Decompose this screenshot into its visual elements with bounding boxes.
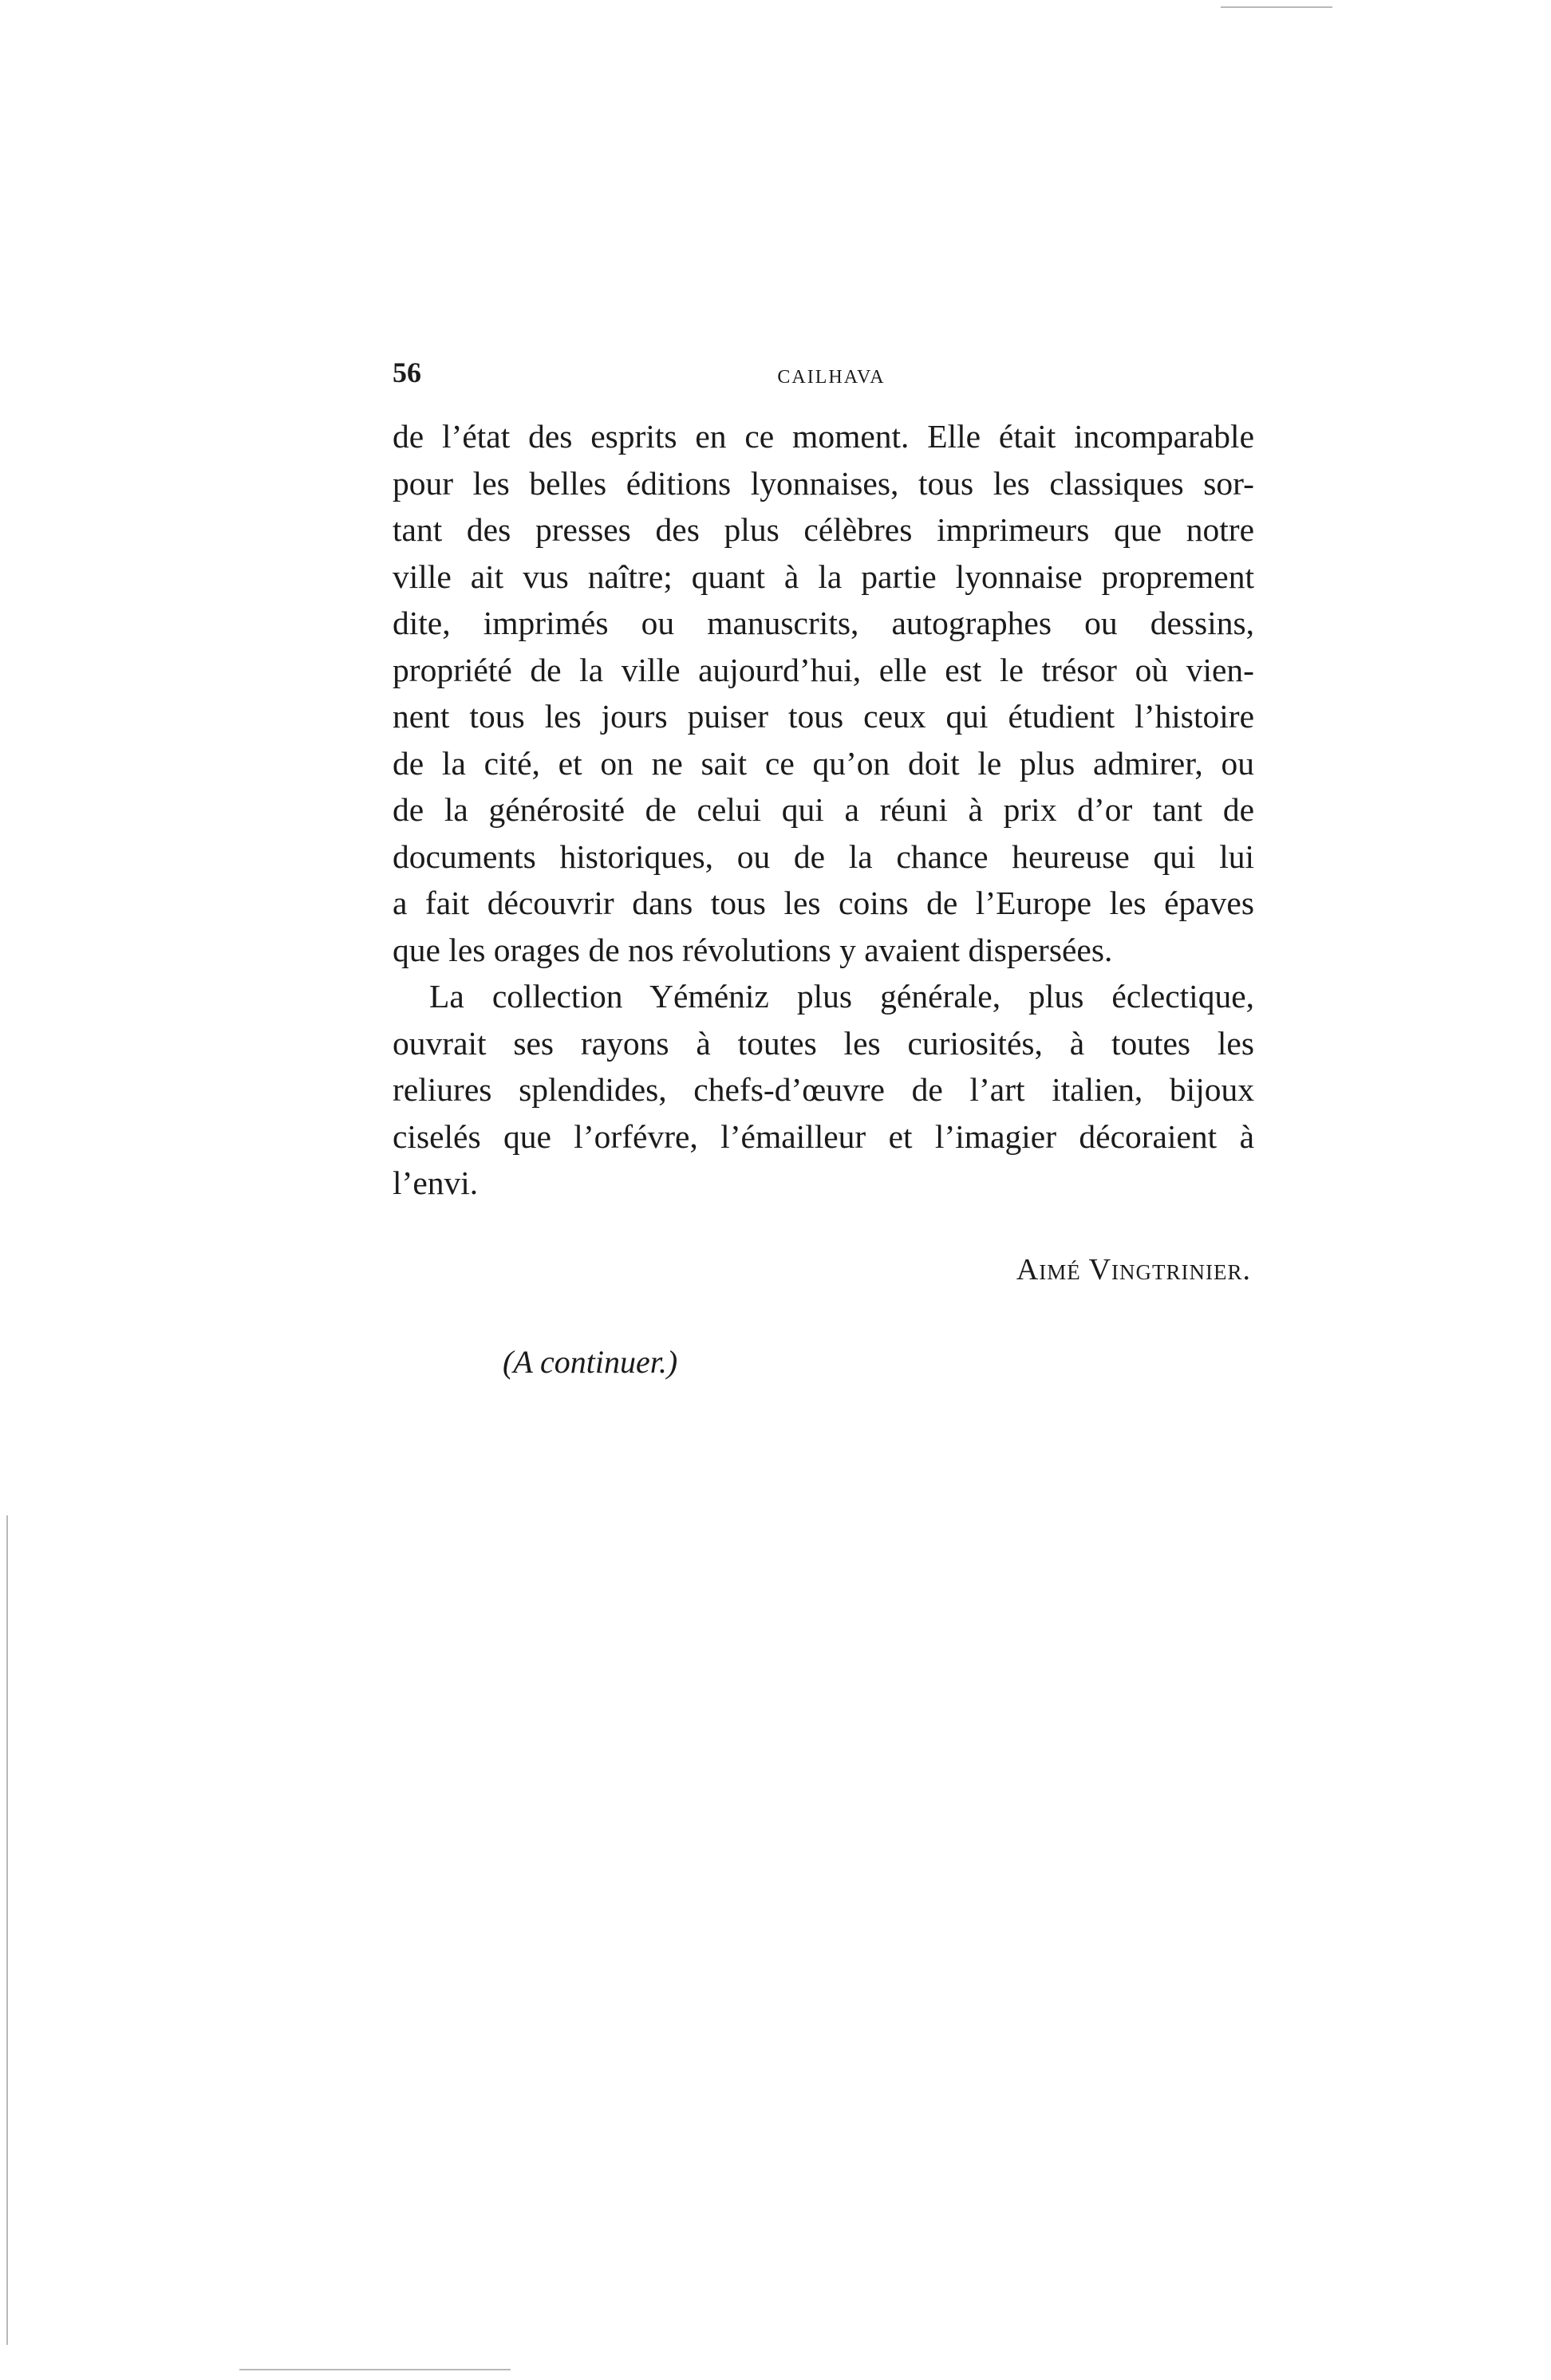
- author-signature: Aimé Vingtrinier.: [1016, 1253, 1251, 1287]
- text-line: documents historiques, ou de la chance heureuse qui lui: [393, 837, 1254, 875]
- text-line: pour les belles éditions lyonnaises, tous les classiques sor-: [393, 464, 1254, 502]
- running-title: CAILHAVA: [777, 367, 886, 388]
- text-line: dite, imprimés ou manuscrits, autographes ou dessins,: [393, 605, 1254, 641]
- text-line: reliures splendides, chefs-d’œuvre de l’art italien, bijoux: [393, 1071, 1254, 1108]
- text-line: ciselés que l’orfévre, l’émailleur et l’imagier décoraient à: [393, 1117, 1254, 1155]
- scan-edge-line-top: [1221, 6, 1332, 8]
- text-line: La collection Yéméniz plus générale, plus éclectique,: [429, 978, 1254, 1015]
- paragraph-1: [393, 413, 1254, 973]
- scan-edge-line-left: [6, 1515, 8, 2345]
- continuation-note: (A continuer.): [503, 1344, 678, 1380]
- body-text: [393, 413, 1254, 1207]
- text-line: de la cité, et on ne sait ce qu’on doit le plus admirer, ou: [393, 744, 1254, 782]
- text-line: que les orages de nos révolutions y avaient dispersées.: [393, 931, 1113, 968]
- running-head: [393, 356, 1270, 396]
- page-number: 56: [393, 357, 421, 388]
- scan-edge-line-bottom: [239, 2369, 511, 2370]
- text-line: de la générosité de celui qui a réuni à prix d’or tant de: [393, 791, 1254, 828]
- text-line: l’envi.: [393, 1164, 479, 1201]
- text-line: nent tous les jours puiser tous ceux qui étudient l’histoire: [393, 698, 1254, 735]
- text-line: tant des presses des plus célèbres imprimeurs que notre: [393, 511, 1254, 548]
- text-line: ouvrait ses rayons à toutes les curiosités, à toutes les: [393, 1024, 1254, 1062]
- text-line: de l’état des esprits en ce moment. Elle était incomparable: [393, 418, 1254, 455]
- text-line: a fait découvrir dans tous les coins de l’Europe les épaves: [393, 885, 1254, 921]
- text-line: propriété de la ville aujourd’hui, elle est le trésor où vien-: [393, 651, 1254, 688]
- text-line: ville ait vus naître; quant à la partie lyonnaise proprement: [393, 558, 1254, 595]
- paragraph-2: [393, 973, 1254, 1207]
